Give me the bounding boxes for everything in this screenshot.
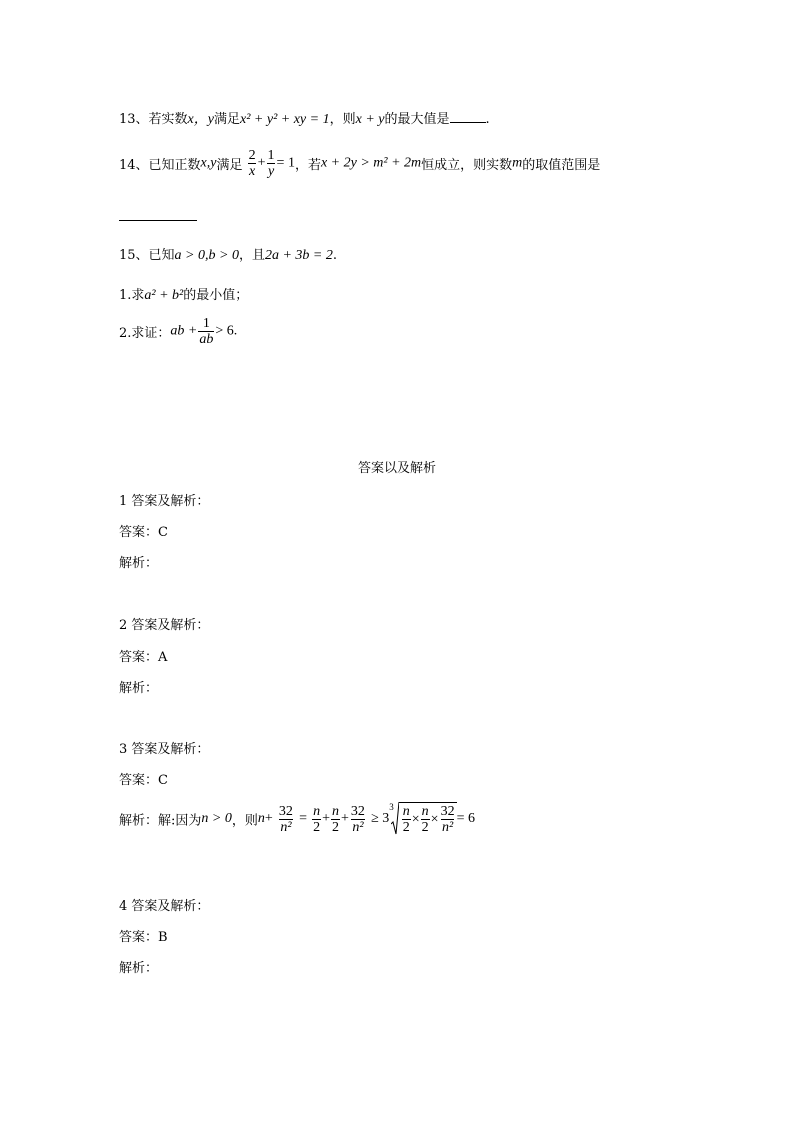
q14-inequality: x + 2y > m² + 2m	[320, 155, 422, 171]
q13-ask: 的最大值是	[384, 112, 450, 127]
q13-answer-blank	[450, 110, 486, 123]
q15-p1-expr: a² + b²	[144, 288, 184, 303]
q15-p2-fraction	[198, 316, 214, 347]
q14-hold-text: 恒成立，则实数	[421, 158, 513, 173]
q13-expr: x + y	[355, 112, 385, 127]
answer-2-analysis: 解析：	[119, 681, 159, 696]
a3-then: ，则	[231, 813, 258, 829]
a3-frac-32-over-n2-b: $\frac{32}{\text{n²}}$	[350, 803, 365, 835]
q13-mid: ，则	[329, 112, 356, 127]
radical-sign-icon	[391, 802, 399, 836]
q15-p2-rest: > 6.	[215, 323, 238, 339]
q13-end: .	[485, 112, 490, 127]
answer-3-answer: 答案：C	[119, 773, 168, 788]
answer-2-answer: 答案：A	[119, 650, 168, 665]
question-15	[119, 244, 337, 264]
q14-eq-rest: = 1	[276, 155, 295, 171]
a3-frac-32-over-n2: $\frac{32}{\text{n²}}$	[278, 803, 293, 835]
q14-vars: x,y	[200, 155, 217, 171]
a3-cube-root: 3 $\frac{n}{2}$ × $\frac{n}{2}$ × $\frac{32}{\text{n²}}$	[389, 802, 455, 835]
q15-mid: ，且	[238, 248, 265, 263]
q14-answer-blank	[119, 208, 197, 225]
answer-1-answer: 答案：C	[119, 525, 168, 540]
q14-cond-text: 满足	[216, 158, 243, 173]
a3-frac-n-over-2-a: $\frac{n}{2}$	[313, 803, 321, 835]
q15-p2-frac-den: ab	[199, 332, 214, 347]
a3-frac-n-over-2-b: $\frac{n}{2}$	[332, 803, 340, 835]
q15-eq: 2a + 3b = 2	[264, 248, 333, 263]
q14-ask: 的取值范围是	[522, 158, 601, 173]
answer-4-header: 4 答案及解析：	[119, 899, 210, 914]
q13-number: 13、若实数	[119, 112, 188, 127]
answer-3-analysis: 解析：解:因为n > 0，则n+ $\frac{32}{\text{n²}}$ = $\frac{n}{2}$ + $\frac{n}{2}$ + $\frac{32}{\text{n²}}$ ≥ 3 3 $\frac{n}{2}$ × $\frac{n}{2}$ × $\frac{32}{\text{n²}}$ = 6	[119, 802, 475, 835]
q14-number: 14、已知正数	[119, 158, 201, 173]
answer-4-answer: 答案：B	[119, 930, 168, 945]
a3-cond: n > 0	[201, 811, 232, 826]
q15-p2-expr: ab +	[170, 323, 198, 339]
a3-result: = 6	[456, 811, 475, 826]
answers-title: 答案以及解析	[357, 461, 436, 476]
q14-frac2-num: 1	[267, 148, 275, 163]
question-13	[119, 108, 490, 128]
q14-fraction-2-over-x	[248, 148, 257, 179]
q13-equation: x² + y² + xy = 1	[240, 112, 330, 127]
answer-1-analysis: 解析：	[119, 556, 159, 571]
a3-root-index: 3	[389, 802, 394, 812]
answer-3-header: 3 答案及解析：	[119, 742, 210, 757]
q15-number: 15、已知	[119, 248, 175, 263]
a3-prefix: 解:因为	[158, 813, 202, 829]
q15-p2-frac-num: 1	[202, 316, 210, 331]
q15-end: .	[332, 248, 338, 263]
q14-frac2-den: y	[267, 164, 275, 179]
answer-3-analysis-label: 解析：	[119, 813, 159, 829]
q13-cond-text: 满足	[213, 112, 240, 127]
q15-part-2	[119, 316, 237, 347]
a3-ge: ≥ 3	[371, 811, 390, 826]
q13-vars: x，y	[187, 112, 214, 127]
q15-p2-label: 2.求证：	[119, 326, 171, 341]
q15-p1-ask: 的最小值；	[183, 288, 249, 303]
q14-mid: ，若	[294, 158, 321, 173]
answer-1-header: 1 答案及解析：	[119, 494, 210, 509]
answer-2-header: 2 答案及解析：	[119, 618, 210, 633]
q14-frac1-den: x	[249, 164, 256, 179]
q14-var-m: m	[512, 155, 523, 171]
a3-n: n	[257, 811, 265, 826]
q15-part-1	[119, 284, 248, 304]
q15-p1-label: 1.求	[119, 288, 145, 303]
q15-cond: a > 0,b > 0	[174, 248, 239, 263]
question-14: 14、已知正数x,y满足 $\frac{2}{x}$ + $\frac{1}{y}$ = 1，若x + 2y > m² + 2m恒成立，则实数m的取值范围是	[119, 148, 601, 179]
q14-frac1-num: 2	[248, 148, 256, 163]
answer-4-analysis: 解析：	[119, 961, 159, 976]
q14-fraction-1-over-y	[267, 148, 276, 179]
